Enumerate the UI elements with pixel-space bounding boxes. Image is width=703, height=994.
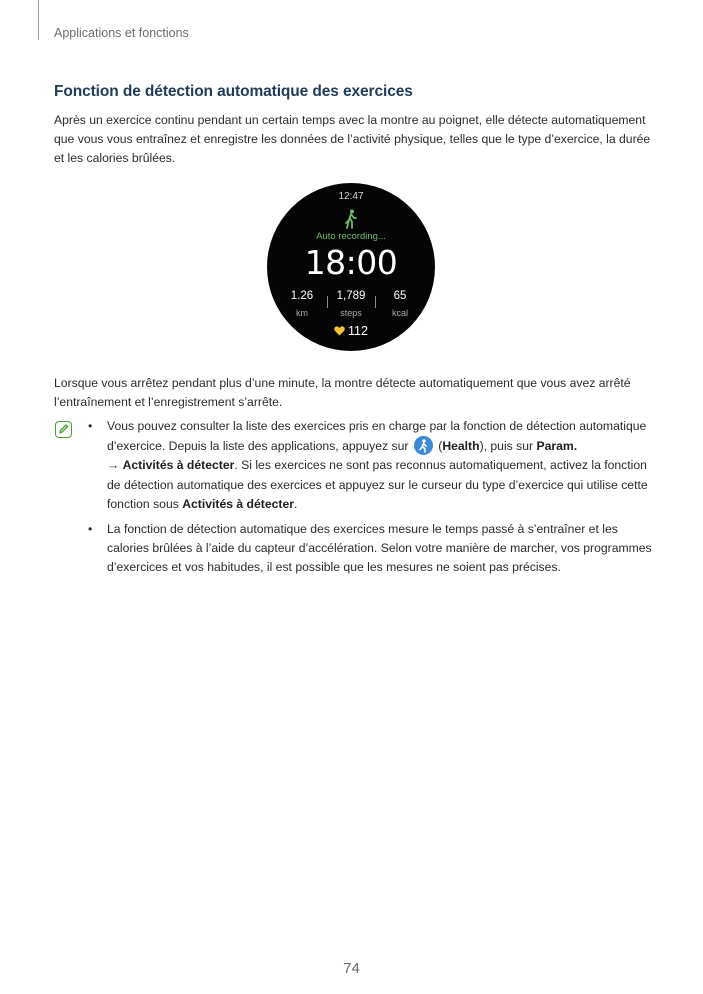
header-rule (38, 0, 39, 40)
note-text: ), puis sur (479, 439, 537, 454)
stop-detection-paragraph: Lorsque vous arrêtez pendant plus d’une minute, la montre détecte automatiquement que vous avez arrêté l’entraînement et l’enregistrement s’arrête. (54, 376, 631, 409)
stat-divider (375, 296, 376, 308)
steps-unit: steps (340, 308, 362, 318)
note-text: ( (434, 439, 443, 454)
activities-label: Activités à détecter (122, 458, 235, 473)
note-text: Vous pouvez consulter la liste des exercices pris en charge par la fonction de détection automatique d’exercice. Depuis la liste des applications, appuyez sur (107, 419, 647, 454)
heart-icon (334, 326, 345, 336)
param-label: Param. (536, 439, 578, 454)
bullet: • (88, 419, 93, 433)
page-number: 74 (343, 960, 360, 977)
note-text: . Si les exercices ne sont pas reconnus automatiquement, activez la fonction de détection automatique des exercices et appuyez sur le curseur du type d’exercice qui utilise cette fonction sous (107, 458, 648, 511)
distance-unit: km (296, 308, 308, 318)
calories-unit: kcal (391, 308, 408, 318)
health-app-icon (414, 436, 433, 455)
watch-clock: 12:47 (338, 191, 364, 202)
stat-divider (327, 296, 328, 308)
note-text: La fonction de détection automatique des exercices mesure le temps passé à s’entraîner et les calories brûlées à l’aide du capteur d’accélération. Selon votre manière de marcher, vos programmes d’exercices et vos habitudes, il est possible que les mesures ne soient pas précises. (107, 522, 652, 575)
intro-paragraph: Après un exercice continu pendant un certain temps avec la montre au poignet, elle détecte automatiquement que vous vous entraînez et enregistre les données de l’activité physique, telles que le type d’exercice, la durée et les calories brûlées. (54, 113, 651, 165)
arrow-separator: → (107, 458, 123, 473)
activities-label: Activités à détecter (182, 496, 294, 511)
note-pencil-icon (55, 421, 72, 438)
note-item (88, 417, 658, 514)
steps-value: 1,789 (336, 290, 366, 302)
watch-elapsed-time: 18:00 (304, 243, 398, 282)
walking-person-icon (343, 209, 359, 229)
health-app-label: Health (442, 439, 480, 454)
distance-value: 1.26 (290, 290, 314, 302)
section-title: Fonction de détection automatique des exercices (54, 83, 413, 100)
page-header: Applications et fonctions (54, 26, 189, 40)
notes-list (88, 417, 658, 584)
note-text: . (293, 496, 298, 511)
calories-value: 65 (393, 290, 407, 302)
watch-face-illustration (267, 183, 435, 351)
heart-rate-value: 112 (348, 324, 368, 338)
watch-status: Auto recording... (316, 231, 386, 242)
bullet: • (88, 522, 93, 537)
note-item (88, 520, 658, 578)
heart-rate-row (267, 324, 435, 338)
